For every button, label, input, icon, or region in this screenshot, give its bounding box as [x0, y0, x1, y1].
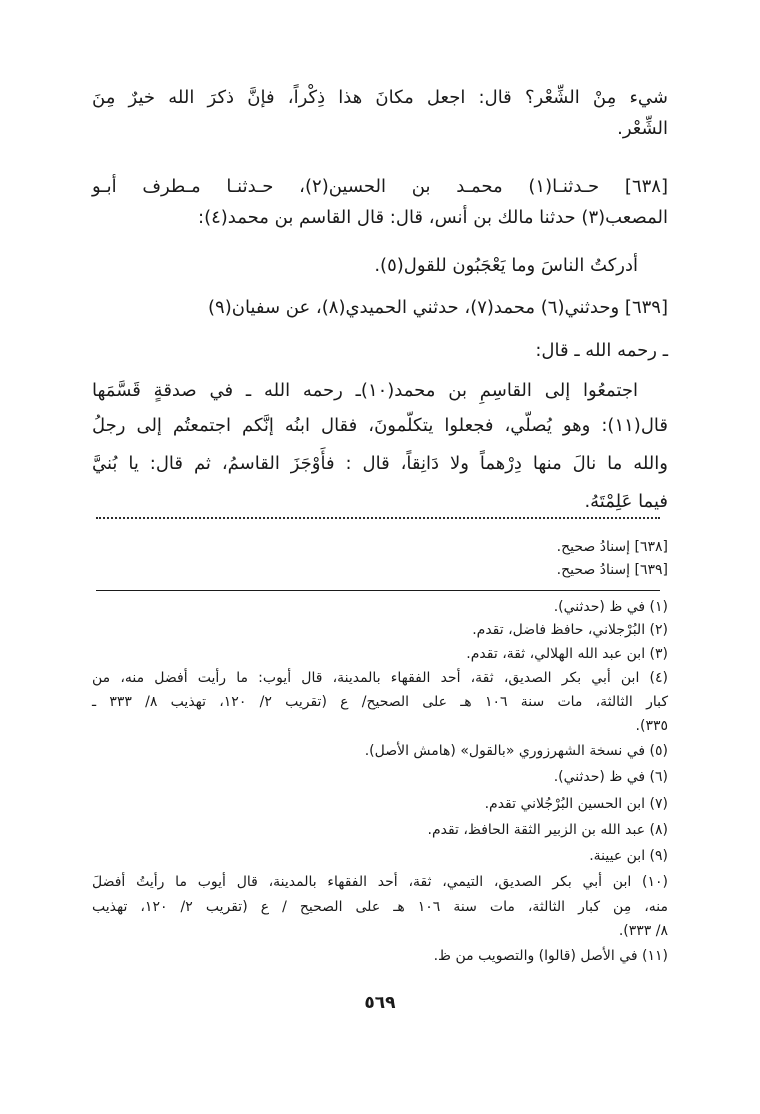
footnote-2: (٢) البُرْجلاني، حافظ فاضل، تقدم.	[472, 622, 668, 638]
footnote-10: منه، مِن كبار الثالثة، مات سنة ١٠٦ هـ على الصحيح / ع (تقريب ٢/ ١٢٠، تهذيب	[92, 899, 669, 915]
hadith-639-text: قال(١١): وهو يُصلّي، فجعلوا يتكلّمونَ، فقال ابنُه إنَّكم اجتمعتُم إلى رجلُ	[92, 415, 668, 436]
page-number: ٥٦٩	[364, 993, 396, 1013]
footnote-10: (١٠) ابن أبي بكر الصديق، التيمي، ثقة، أحد الفقهاء بالمدينة، قال أيوب ما رأيتُ أفضلَ	[92, 874, 668, 890]
footnote-4: ٣٣٥).	[635, 718, 668, 734]
hadith-639-text: فيما عَلِمْتَهُ.	[584, 491, 668, 512]
footnote-rule	[96, 590, 660, 591]
footnote-4: (٤) ابن أبي بكر الصديق، ثقة، أحد الفقهاء بالمدينة، قال أيوب: ما رأيت أفضل منه، من	[92, 670, 668, 686]
footnote-8: (٨) عبد الله بن الزبير الثقة الحافظ، تقدم.	[427, 822, 668, 838]
footnote-7: (٧) ابن الحسين البُرْجُلاني تقدم.	[484, 796, 668, 812]
footnote-10: ٨/ ٣٣٣).	[618, 923, 668, 939]
footnote-9: (٩) ابن عيينة.	[589, 848, 668, 864]
text-line: شيء مِنْ الشِّعْر؟ قال: اجعل مكانَ هذا ذِكْراً، فإنَّ ذكرَ الله خيرٌ مِنَ	[92, 87, 668, 108]
grading-line: [٦٣٨] إسنادُ صحيح.	[556, 539, 668, 555]
hadith-638-line: [٦٣٨] حـدثنـا(١) محمـد بن الحسين(٢)، حـدثنـا مـطرف أبـو	[92, 176, 668, 197]
text-line: الشِّعْر.	[617, 118, 668, 139]
footnote-4: كبار الثالثة، مات سنة ١٠٦ هـ على الصحيح/ ع (تقريب ٢/ ١٢٠، تهذيب ٨/ ٣٣٣ ـ	[92, 694, 668, 710]
hadith-639-line: ـ رحمه الله ـ قال:	[535, 340, 668, 361]
hadith-638-line: المصعب(٣) حدثنا مالك بن أنس، قال: قال القاسم بن محمد(٤):	[198, 207, 668, 228]
hadith-638-quote: أدركتُ الناسَ وما يَعْجَبُون للقول(٥).	[374, 255, 638, 276]
hadith-639-text: اجتمعُوا إلى القاسِمِ بن محمد(١٠)ـ رحمه الله ـ في صدقةٍ قَسَّمَها	[92, 380, 638, 401]
footnote-3: (٣) ابن عبد الله الهلالي، ثقة، تقدم.	[466, 646, 668, 662]
dotted-separator	[96, 517, 660, 519]
footnote-11: (١١) في الأصل (قالوا) والتصويب من ظ.	[433, 948, 668, 964]
grading-line: [٦٣٩] إسنادُ صحيح.	[556, 562, 668, 578]
footnote-1: (١) في ظ (حدثني).	[553, 599, 668, 615]
hadith-639-text: والله ما نالَ منها دِرْهماً ولا دَانِقاً، قال : فأَوْجَزَ القاسمُ، ثم قال: يا بُنيَّ	[92, 453, 668, 474]
footnote-5: (٥) في نسخة الشهرزوري «بالقول» (هامش الأصل).	[364, 743, 668, 759]
footnote-6: (٦) في ظ (حدثني).	[553, 769, 668, 785]
hadith-639-line: [٦٣٩] وحدثني(٦) محمد(٧)، حدثني الحميدي(٨)، عن سفيان(٩)	[208, 297, 668, 318]
